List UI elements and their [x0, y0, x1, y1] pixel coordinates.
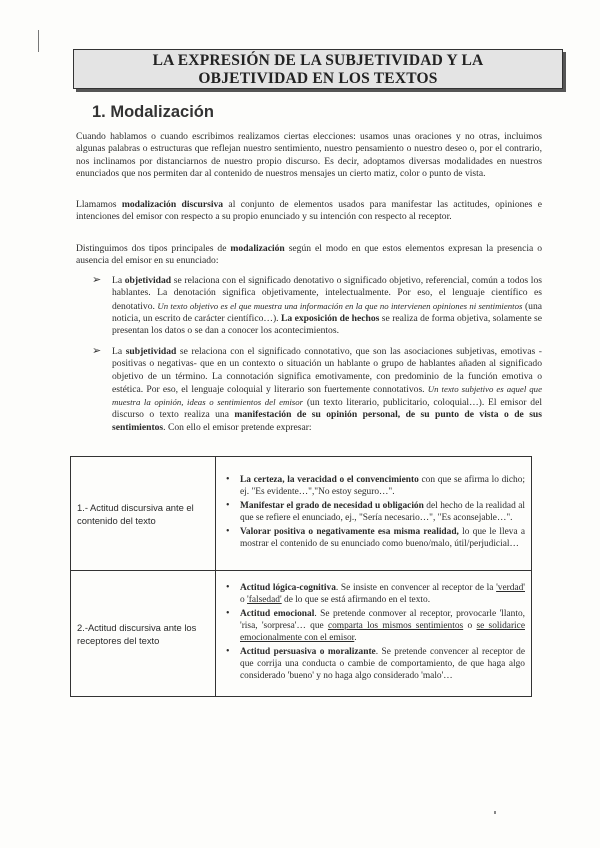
list-item: • Actitud lógica-cognitiva. Se insiste en convencer al receptor de la 'verdad' o 'falsedad' de lo que se está afirmando en el texto. [240, 582, 525, 606]
list-item: • La certeza, la veracidad o el convencimiento con que se afirma lo dicho; ej. "Es evidente…","No estoy seguro…". [240, 474, 525, 498]
paragraph-intro: Cuando hablamos o cuando escribimos realizamos ciertas elecciones: usamos unas oraciones y no otras, incluimos algunas palabras o estructuras que reflejan nuestro sentimiento, nuestro pensamiento o nuestro deseo o, por el contrario, nos inclinamos por distanciarnos de nuestro propio discurso. Es decir, adoptamos diversas modalidades en nuestros enunciados que nos permiten dar al contenido de nuestros mensajes un cierto matiz, color o punto de vista. [76, 131, 542, 179]
arrow-bullet-icon: ➢ [92, 344, 102, 357]
bullet-subjetividad: La subjetividad se relaciona con el significado connotativo, que son las asociaciones subjetivas, emotivas -positivas o negativas- que en un contexto o situación un hablante o grupo de hablantes añaden al significado objetivo de un término. La connotación significa emotivamente, con predominio de la función emotiva o estética. Por eso, el lenguaje coloquial y literario son fuertemente connotativos. Un texto subjetivo es aquel que muestra la opinión, ideas o sentimientos del emisor (un texto literario, publicitario, coloquial…). El emisor del discurso o texto realiza una manifestación de su opinión personal, de su punto de vista o de sus sentimientos. Con ello el emisor pretende expresar: [112, 346, 542, 433]
table-row [71, 457, 532, 571]
list-item: • Actitud persuasiva o moralizante. Se pretende convencer al receptor de que corrija una conducta o cambie de comportamiento, de que haga algo considerado 'bueno' y no haga algo considerado 'malo'… [240, 646, 525, 682]
arrow-bullet-icon: ➢ [92, 273, 102, 286]
list-item: • Manifestar el grado de necesidad u obligación del hecho de la realidad al que se refiere el enunciado, ej., "Sería necesario…", "Es aconsejable…". [240, 500, 525, 524]
modalization-table [70, 456, 532, 697]
bullet-objetividad: La objetividad se relaciona con el significado denotativo o significado objetivo, referencial, común a todos los hablantes. La denotación significa objetivamente, intelectualmente. Por eso, el lenguaje científico es denotativo. Un texto objetivo es el que muestra una información en la que no intervienen opiniones ni sentimientos (una noticia, un escrito de carácter científico…). La exposición de hechos se realiza de forma objetiva, solamente se presentan los datos o se dan a conocer los acontecimientos. [112, 275, 542, 337]
margin-mark [38, 30, 39, 52]
term-modalizacion: modalización [230, 243, 285, 254]
section-heading: 1. Modalización [92, 103, 214, 121]
row-label: 2.-Actitud discursiva ante los receptores del texto [71, 571, 216, 697]
paragraph-types: Distinguimos dos tipos principales de modalización según el modo en que estos elementos expresan la presencia o ausencia del emisor en su enunciado: [76, 243, 542, 267]
table-row [71, 571, 532, 697]
title-box [73, 49, 563, 89]
paragraph-definition: Llamamos modalización discursiva al conjunto de elementos usados para manifestar las actitudes, opiniones e intenciones del emisor con respecto a su propio enunciado y su intención con respecto al receptor. [76, 199, 542, 223]
row-label: 1.- Actitud discursiva ante el contenido del texto [71, 457, 216, 571]
row-content [216, 457, 532, 571]
title-line-1: LA EXPRESIÓN DE LA SUBJETIVIDAD Y LA [152, 52, 484, 69]
row-content [216, 571, 532, 697]
list-item: • Actitud emocional. Se pretende conmover al receptor, provocarle 'llanto, 'risa, 'sorpresa'… que comparta los mismos sentimientos o se solidarice emocionalmente con el emisor. [240, 608, 525, 644]
title-line-2: OBJETIVIDAD EN LOS TEXTOS [198, 70, 438, 87]
scan-speck [494, 811, 496, 814]
list-item: • Valorar positiva o negativamente esa misma realidad, lo que le lleva a mostrar el contenido de su enunciado como bueno/malo, útil/perjudicial… [240, 526, 525, 550]
term-modalizacion-discursiva: modalización discursiva [121, 199, 224, 210]
